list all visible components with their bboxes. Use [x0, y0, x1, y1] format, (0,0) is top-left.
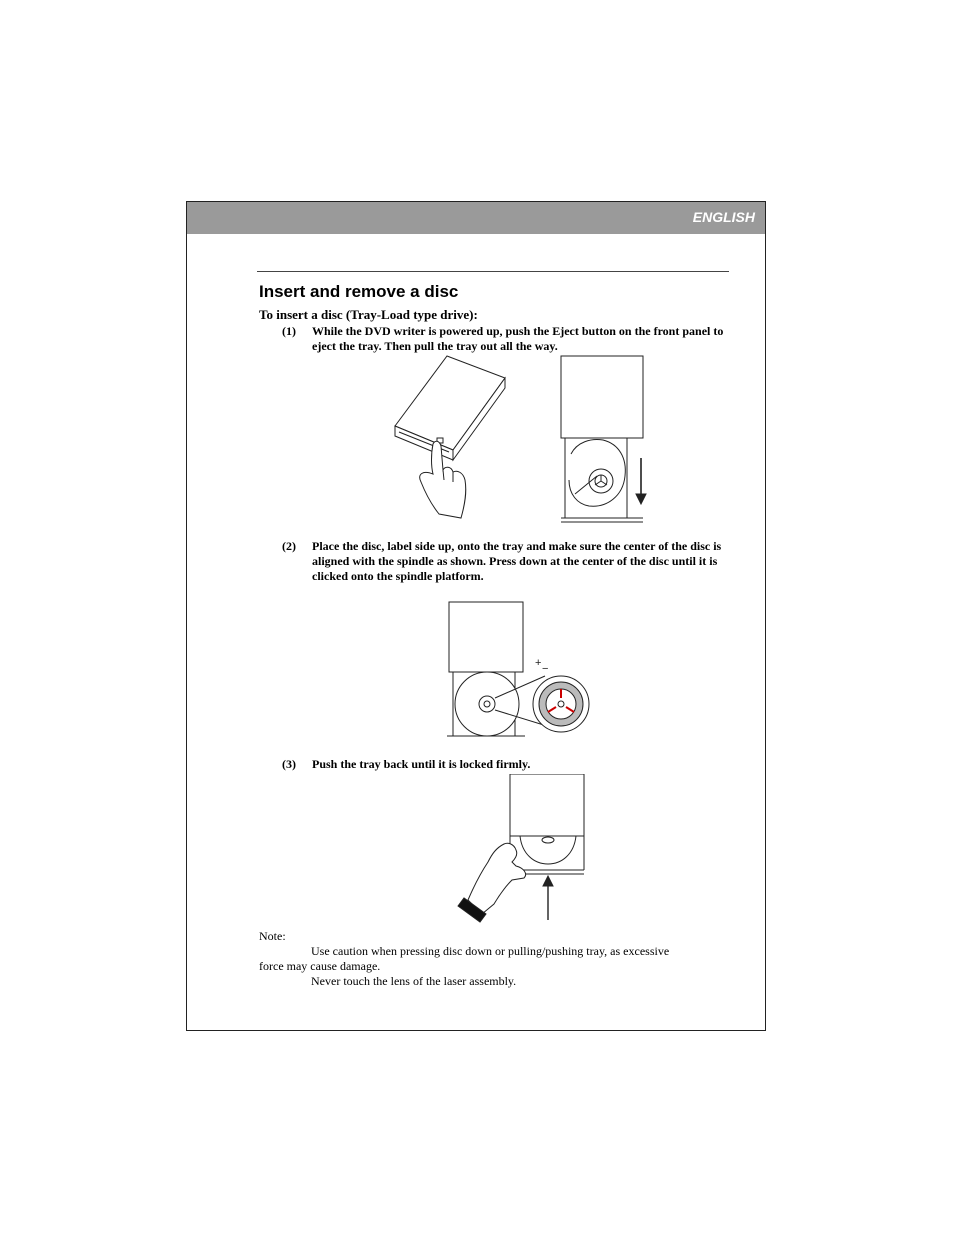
- note-line-2: [259, 974, 729, 989]
- note-line-1a: Use caution when pressing disc down or pulling/pushing tray, as excessive: [311, 944, 670, 958]
- header-bar: [187, 202, 765, 234]
- note-line-1b: force may cause damage.: [259, 959, 381, 973]
- push-tray-figure: [452, 774, 592, 929]
- step-1: [282, 324, 742, 354]
- step-1-text: While the DVD writer is powered up, push the Eject button on the front panel to eject the tray. Then pull the tray out all the way.: [312, 324, 724, 353]
- tray-ejected-figure: [557, 354, 657, 524]
- disc-spindle-figure: [445, 600, 595, 742]
- note-label: Note:: [259, 929, 286, 943]
- step-2-number: (2): [282, 539, 296, 553]
- section-title: Insert and remove a disc: [259, 282, 459, 301]
- step-3-number: (3): [282, 757, 296, 771]
- note-line-2-text: Never touch the lens of the laser assembly.: [311, 974, 517, 988]
- plus-label: +: [535, 657, 542, 669]
- section-divider: [257, 271, 729, 272]
- step-1-number: (1): [282, 324, 296, 338]
- page-frame: [186, 201, 766, 1031]
- drive-eject-figure: [387, 354, 517, 524]
- section-subtitle: To insert a disc (Tray-Load type drive):: [259, 307, 478, 322]
- minus-label: −: [542, 663, 549, 675]
- step-2: [282, 539, 742, 584]
- step-3-text: Push the tray back until it is locked firmly.: [312, 757, 531, 771]
- step-2-text: Place the disc, label side up, onto the tray and make sure the center of the disc is aligned with the spindle as shown. Press down at the center of the disc until it is clicked onto the spindle platform.: [312, 539, 722, 583]
- step-3: [282, 757, 742, 772]
- note-line-1: [259, 944, 729, 959]
- language-label: ENGLISH: [692, 209, 755, 225]
